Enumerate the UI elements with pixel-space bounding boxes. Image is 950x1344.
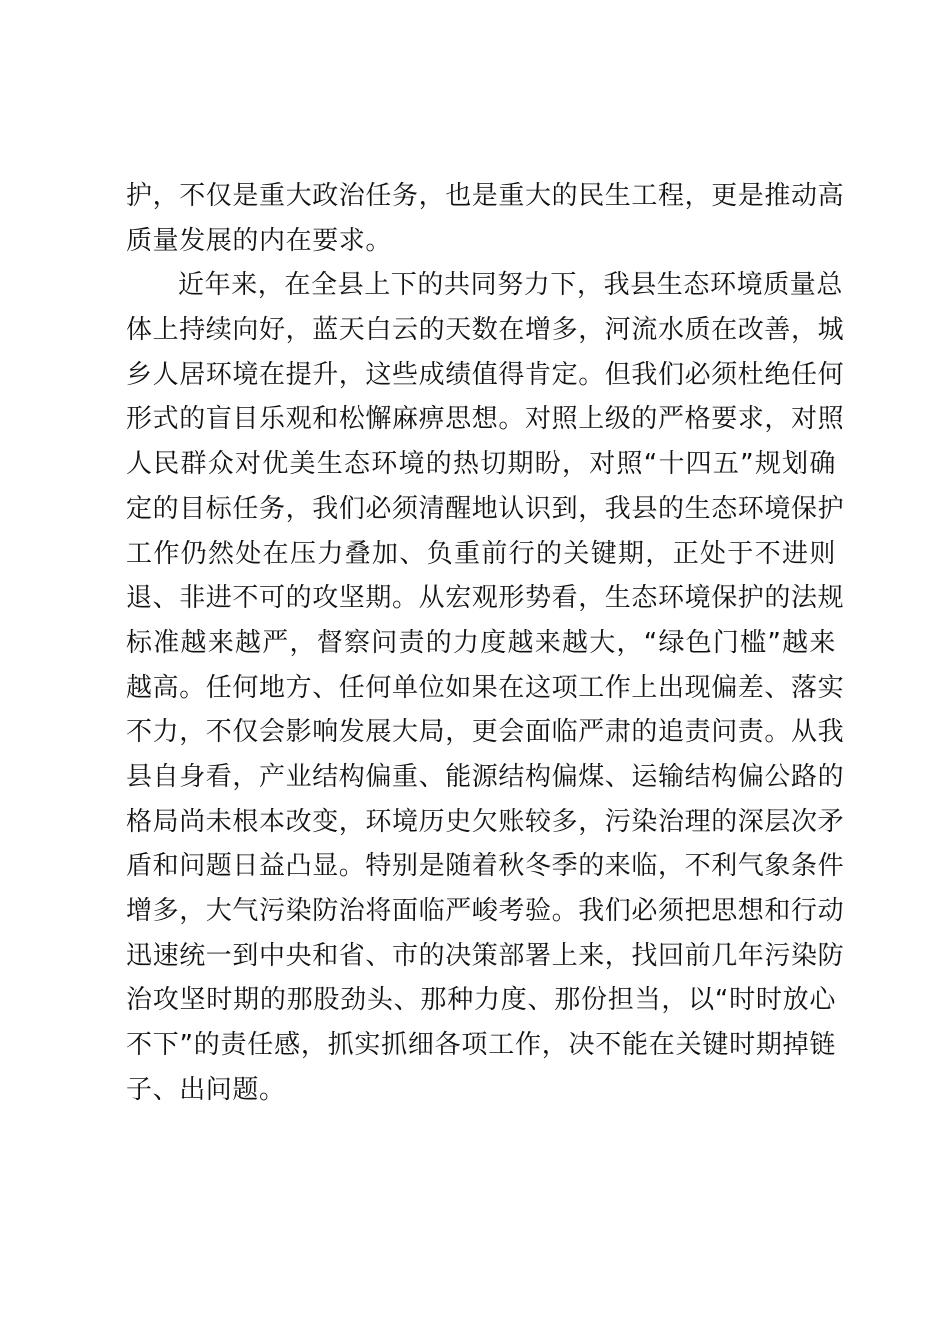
paragraph-1-line-2: 质量发展的内在要求。 (126, 225, 393, 256)
paragraph-2-line-8: 退、非进不可的攻坚期。从宏观形势看，生态环境保护的法规 (126, 583, 845, 614)
paragraph-2-line-1: 近年来，在全县上下的共同努力下，我县生态环境质量总 (178, 270, 844, 301)
paragraph-2-line-6: 定的目标任务，我们必须清醒地认识到，我县的生态环境保护 (126, 493, 845, 524)
paragraph-2-line-15: 增多，大气污染防治将面临严峻考验。我们必须把思想和行动 (126, 896, 845, 926)
paragraph-2-line-17: 治攻坚时期的那股劲头、那种力度、那份担当，以“时时放心 (126, 985, 836, 1016)
paragraph-2-line-16: 迅速统一到中央和省、市的决策部署上来，找回前几年污染防 (126, 940, 845, 971)
paragraph-2-line-10: 越高。任何地方、任何单位如果在这项工作上出现偏差、落实 (126, 672, 845, 703)
paragraph-2-line-19: 子、出问题。 (126, 1074, 286, 1105)
paragraph-2-line-12: 县自身看，产业结构偏重、能源结构偏煤、运输结构偏公路的 (126, 761, 845, 792)
paragraph-2-line-18: 不下”的责任感，抓实抓细各项工作，决不能在关键时期掉链 (126, 1030, 836, 1061)
paragraph-2-line-4: 形式的盲目乐观和松懈麻痹思想。对照上级的严格要求，对照 (126, 404, 845, 435)
paragraph-2-line-3: 乡人居环境在提升，这些成绩值得肯定。但我们必须杜绝任何 (126, 359, 845, 390)
paragraph-2-line-7: 工作仍然处在压力叠加、负重前行的关键期，正处于不进则 (126, 538, 836, 569)
paragraph-2-line-9: 标准越来越严，督察问责的力度越来越大，“绿色门槛”越来 (126, 627, 836, 658)
paragraph-2-line-11: 不力，不仅会影响发展大局，更会面临严肃的追责问责。从我 (126, 717, 845, 748)
paragraph-2-line-2: 体上持续向好，蓝天白云的天数在增多，河流水质在改善，城 (126, 315, 845, 346)
paragraph-1-line-1: 护，不仅是重大政治任务，也是重大的民生工程，更是推动高 (126, 181, 845, 211)
paragraph-2-line-5: 人民群众对优美生态环境的热切期盼，对照“十四五”规划确 (126, 449, 836, 480)
body-text (126, 174, 845, 1112)
paragraph-2-line-13: 格局尚未根本改变，环境历史欠账较多，污染治理的深层次矛 (126, 806, 845, 837)
paragraph-2-line-14: 盾和问题日益凸显。特别是随着秋冬季的来临，不利气象条件 (126, 851, 845, 882)
